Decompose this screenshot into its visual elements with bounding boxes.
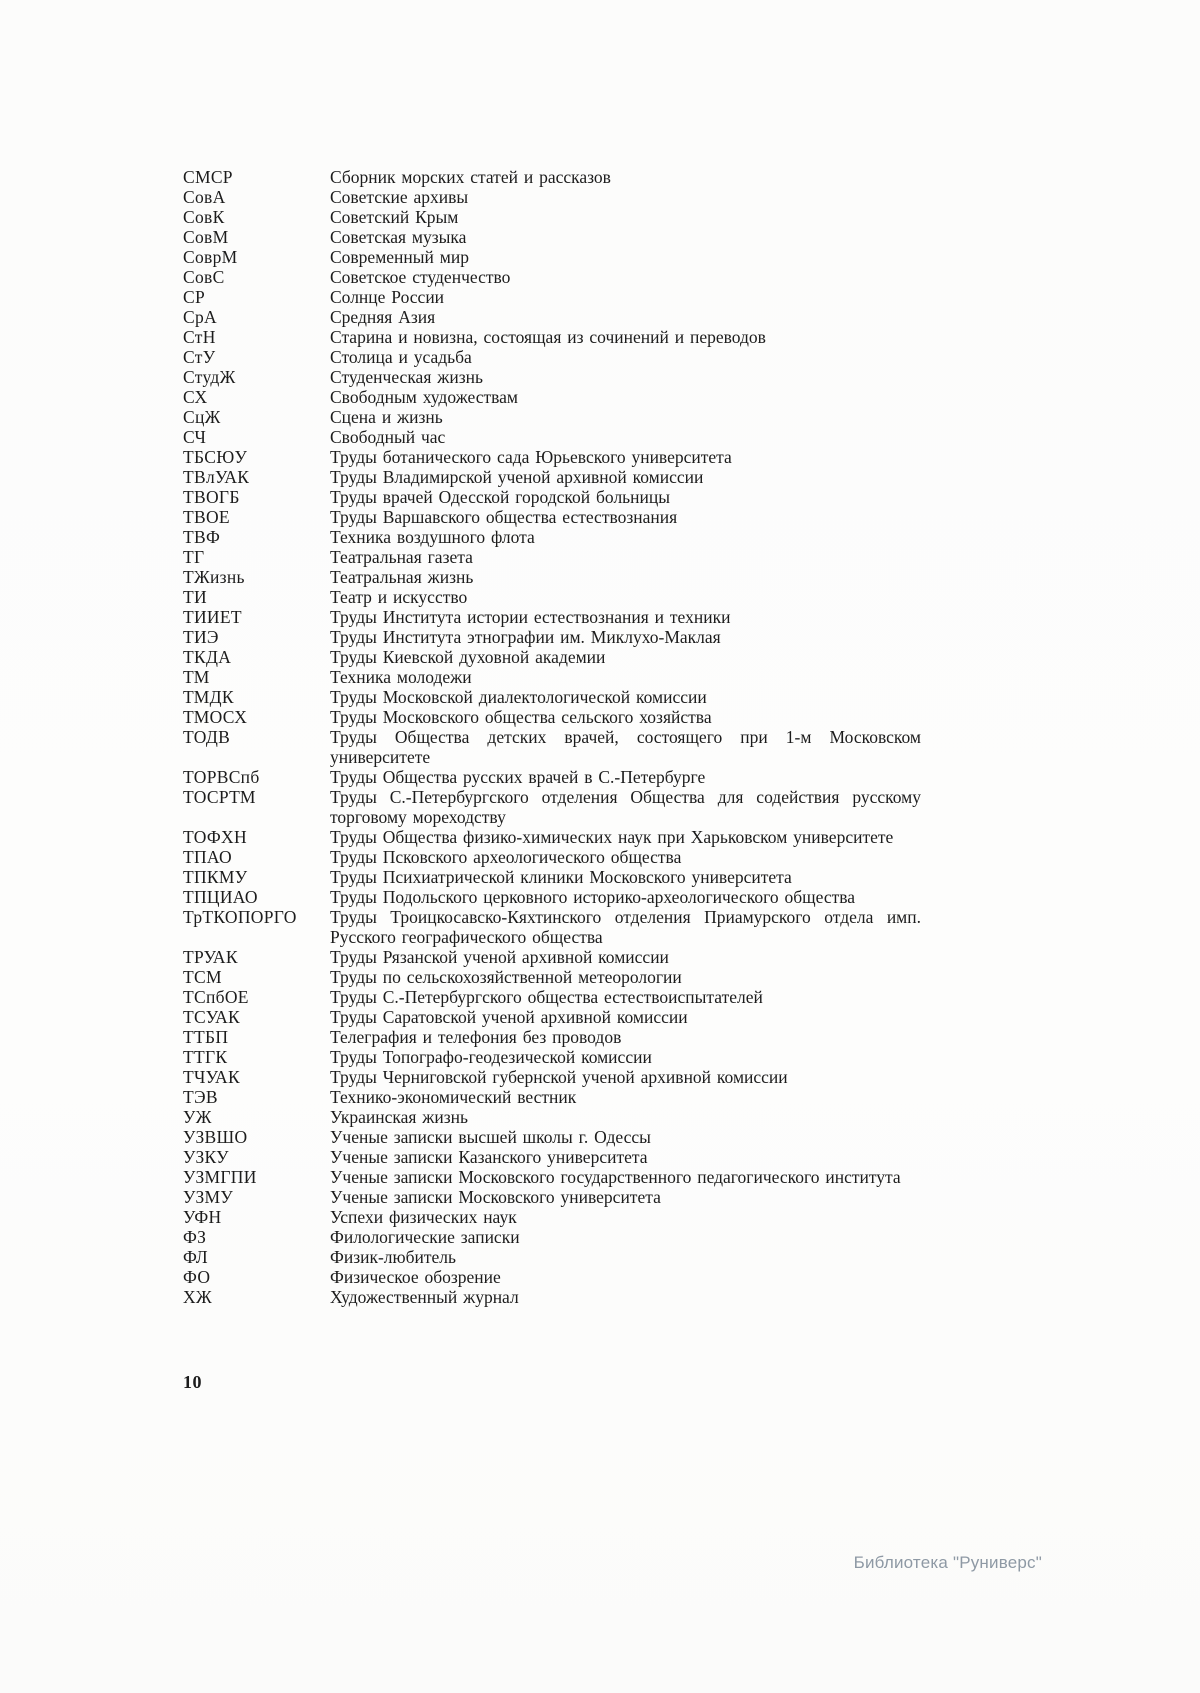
abbreviation: ТРУАК <box>183 947 238 967</box>
definition: Театральная газета <box>330 547 473 567</box>
list-item <box>183 787 921 827</box>
definition: Советский Крым <box>330 207 459 227</box>
abbreviation: ТВОЕ <box>183 507 230 527</box>
abbreviation: ФЗ <box>183 1227 207 1247</box>
definition: Сборник морских статей и рассказов <box>330 167 611 187</box>
list-item <box>183 767 921 787</box>
abbreviation: СцЖ <box>183 407 221 427</box>
definition: Труды Киевской духовной академии <box>330 647 606 667</box>
abbreviation: ТБСЮУ <box>183 447 248 467</box>
definition: Труды Саратовской ученой архивной комиссии <box>330 1007 688 1027</box>
abbreviation: ТМДК <box>183 687 234 707</box>
abbreviation: ТЖизнь <box>183 567 245 587</box>
list-item <box>183 1027 921 1047</box>
definition: Труды Варшавского общества естествознания <box>330 507 678 527</box>
list-item <box>183 627 921 647</box>
abbreviation: СЧ <box>183 427 207 447</box>
list-item <box>183 487 921 507</box>
list-item <box>183 1187 921 1207</box>
list-item <box>183 447 921 467</box>
abbreviation: ТИЭ <box>183 627 219 647</box>
list-item <box>183 647 921 667</box>
abbreviation: ТСУАК <box>183 1007 240 1027</box>
definition: Труды Топографо-геодезической комиссии <box>330 1047 652 1067</box>
abbreviation: ТЭВ <box>183 1087 218 1107</box>
definition: Труды ботанического сада Юрьевского университета <box>330 447 732 467</box>
definition: Труды С.-Петербургского отделения Общества для содействия русскому торговому мореходству <box>330 787 921 827</box>
list-item <box>183 1247 921 1267</box>
definition: Труды Троицкосавско-Кяхтинского отделения Приамурского отдела имп. Русского географического общества <box>330 907 921 947</box>
abbreviation: ТОСРТМ <box>183 787 256 807</box>
abbreviation: УЗМГПИ <box>183 1167 257 1187</box>
list-item <box>183 1287 921 1307</box>
abbreviation: УЖ <box>183 1107 212 1127</box>
definition: Техника молодежи <box>330 667 472 687</box>
definition: Труды С.-Петербургского общества естествоиспытателей <box>330 987 763 1007</box>
definition: Труды Института истории естествознания и техники <box>330 607 731 627</box>
list-item <box>183 947 921 967</box>
list-item <box>183 167 921 187</box>
abbreviation: ФО <box>183 1267 211 1287</box>
definition: Труды Психиатрической клиники Московского университета <box>330 867 792 887</box>
abbreviation: ФЛ <box>183 1247 208 1267</box>
definition: Труды Института этнографии им. Миклухо-Маклая <box>330 627 721 647</box>
list-item <box>183 1087 921 1107</box>
definition: Ученые записки Московского государственного педагогического института <box>330 1167 901 1187</box>
definition: Ученые записки Московского университета <box>330 1187 661 1207</box>
list-item <box>183 867 921 887</box>
definition: Ученые записки высшей школы г. Одессы <box>330 1127 651 1147</box>
definition: Труды Подольского церковного историко-археологического общества <box>330 887 856 907</box>
definition: Телеграфия и телефония без проводов <box>330 1027 622 1047</box>
definition: Труды Псковского археологического общества <box>330 847 682 867</box>
abbreviation: СовК <box>183 207 225 227</box>
definition: Труды врачей Одесской городской больницы <box>330 487 671 507</box>
definition: Студенческая жизнь <box>330 367 483 387</box>
list-item <box>183 527 921 547</box>
abbreviation: ТМОСХ <box>183 707 248 727</box>
list-item <box>183 327 921 347</box>
list-item <box>183 1227 921 1247</box>
definition: Технико-экономический вестник <box>330 1087 577 1107</box>
list-item <box>183 507 921 527</box>
definition: Советское студенчество <box>330 267 511 287</box>
abbreviation: СовС <box>183 267 225 287</box>
abbreviation: ТОРВСпб <box>183 767 260 787</box>
definition: Труды Рязанской ученой архивной комиссии <box>330 947 669 967</box>
list-item <box>183 1127 921 1147</box>
definition: Украинская жизнь <box>330 1107 469 1127</box>
list-item <box>183 347 921 367</box>
abbreviation: ТВлУАК <box>183 467 250 487</box>
abbreviation: СР <box>183 287 206 307</box>
list-item <box>183 1267 921 1287</box>
list-item <box>183 387 921 407</box>
list-item <box>183 1007 921 1027</box>
list-item <box>183 827 921 847</box>
list-item <box>183 967 921 987</box>
definition: Средняя Азия <box>330 307 436 327</box>
definition: Советские архивы <box>330 187 469 207</box>
list-item <box>183 1107 921 1127</box>
abbreviation: СовА <box>183 187 226 207</box>
definition: Театр и искусство <box>330 587 468 607</box>
definition: Труды Московской диалектологической комиссии <box>330 687 707 707</box>
abbreviation: СрА <box>183 307 217 327</box>
list-item <box>183 227 921 247</box>
definition: Советская музыка <box>330 227 467 247</box>
abbreviation: ТМ <box>183 667 210 687</box>
abbreviation-list <box>183 167 921 1307</box>
abbreviation: УЗКУ <box>183 1147 229 1167</box>
list-item <box>183 607 921 627</box>
abbreviation: ТОДВ <box>183 727 231 747</box>
abbreviation: ТТБП <box>183 1027 229 1047</box>
list-item <box>183 687 921 707</box>
definition: Художественный журнал <box>330 1287 519 1307</box>
abbreviation: ТВОГБ <box>183 487 240 507</box>
definition: Свободным художествам <box>330 387 518 407</box>
definition: Труды Владимирской ученой архивной комиссии <box>330 467 704 487</box>
abbreviation: СовМ <box>183 227 229 247</box>
abbreviation: СтудЖ <box>183 367 236 387</box>
list-item <box>183 987 921 1007</box>
abbreviation: ТПКМУ <box>183 867 248 887</box>
abbreviation: СоврМ <box>183 247 238 267</box>
definition: Филологические записки <box>330 1227 520 1247</box>
definition: Ученые записки Казанского университета <box>330 1147 648 1167</box>
abbreviation: СМСР <box>183 167 233 187</box>
list-item <box>183 1207 921 1227</box>
definition: Старина и новизна, состоящая из сочинений и переводов <box>330 327 766 347</box>
list-item <box>183 307 921 327</box>
abbreviation: ТСпбОЕ <box>183 987 249 1007</box>
abbreviation: СтН <box>183 327 216 347</box>
list-item <box>183 247 921 267</box>
abbreviation: ТИ <box>183 587 207 607</box>
abbreviation: ТИИЕТ <box>183 607 242 627</box>
abbreviation: ТЧУАК <box>183 1067 240 1087</box>
list-item <box>183 1047 921 1067</box>
list-item <box>183 707 921 727</box>
list-item <box>183 567 921 587</box>
abbreviation: ХЖ <box>183 1287 212 1307</box>
list-item <box>183 847 921 867</box>
list-item <box>183 367 921 387</box>
list-item <box>183 667 921 687</box>
list-item <box>183 427 921 447</box>
abbreviation: ТОФХН <box>183 827 247 847</box>
list-item <box>183 267 921 287</box>
page-number: 10 <box>183 1372 202 1392</box>
abbreviation: ТПАО <box>183 847 232 867</box>
definition: Труды Общества физико-химических наук при Харьковском университете <box>330 827 894 847</box>
definition: Физик-любитель <box>330 1247 457 1267</box>
abbreviation: ТКДА <box>183 647 232 667</box>
list-item <box>183 287 921 307</box>
definition: Столица и усадьба <box>330 347 472 367</box>
definition: Техника воздушного флота <box>330 527 535 547</box>
definition: Труды Общества детских врачей, состоящего при 1-м Московском университете <box>330 727 921 767</box>
definition: Свободный час <box>330 427 446 447</box>
definition: Труды по сельскохозяйственной метеорологии <box>330 967 682 987</box>
abbreviation: СтУ <box>183 347 216 367</box>
watermark: Библиотека "Руниверс" <box>853 1553 1042 1572</box>
list-item <box>183 587 921 607</box>
definition: Успехи физических наук <box>330 1207 517 1227</box>
list-item <box>183 1147 921 1167</box>
list-item <box>183 467 921 487</box>
list-item <box>183 907 921 947</box>
list-item <box>183 187 921 207</box>
abbreviation: ТВФ <box>183 527 221 547</box>
definition: Труды Московского общества сельского хозяйства <box>330 707 712 727</box>
abbreviation: ТПЦИАО <box>183 887 258 907</box>
abbreviation: ТрТКОПОРГО <box>183 907 297 927</box>
list-item <box>183 407 921 427</box>
definition: Театральная жизнь <box>330 567 474 587</box>
abbreviation: УЗВШО <box>183 1127 248 1147</box>
definition: Современный мир <box>330 247 469 267</box>
definition: Труды Черниговской губернской ученой архивной комиссии <box>330 1067 788 1087</box>
abbreviation: УЗМУ <box>183 1187 234 1207</box>
definition: Труды Общества русских врачей в С.-Петербурге <box>330 767 706 787</box>
definition: Солнце России <box>330 287 445 307</box>
abbreviation: СХ <box>183 387 208 407</box>
abbreviation: УФН <box>183 1207 222 1227</box>
abbreviation: ТСМ <box>183 967 222 987</box>
list-item <box>183 887 921 907</box>
abbreviation: ТГ <box>183 547 205 567</box>
definition: Физическое обозрение <box>330 1267 501 1287</box>
list-item <box>183 1067 921 1087</box>
list-item <box>183 547 921 567</box>
definition: Сцена и жизнь <box>330 407 443 427</box>
list-item <box>183 207 921 227</box>
list-item <box>183 1167 921 1187</box>
list-item <box>183 727 921 767</box>
abbreviation: ТТГК <box>183 1047 228 1067</box>
